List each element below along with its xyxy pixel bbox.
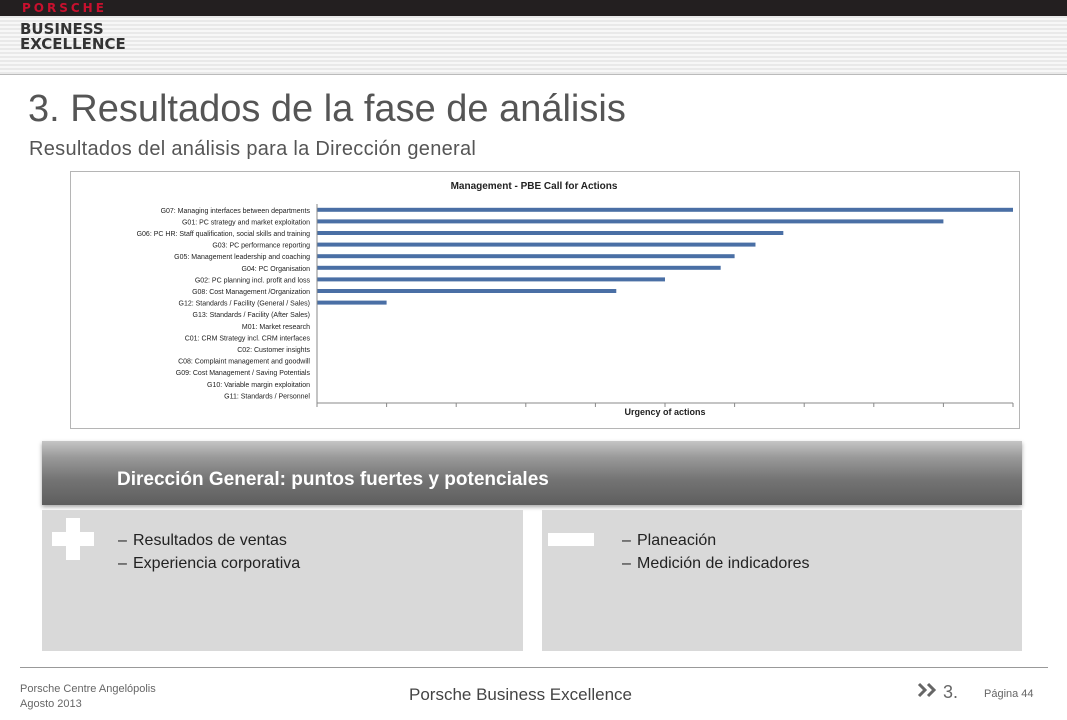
- category-label: C08: Complaint management and goodwill: [178, 358, 310, 366]
- dealer-name: Porsche Centre Angelópolis: [20, 683, 156, 695]
- page-subtitle: Resultados del análisis para la Dirección general: [29, 138, 477, 160]
- potentials-panel: [542, 510, 1022, 651]
- section-banner: [42, 441, 1022, 505]
- bar: [317, 289, 616, 293]
- category-label: G06: PC HR: Staff qualification, social skills and training: [136, 231, 310, 238]
- bar: [317, 301, 387, 305]
- bar: [317, 231, 783, 235]
- category-label: G03: PC performance reporting: [212, 242, 310, 250]
- x-axis-label: Urgency of actions: [624, 407, 706, 417]
- footer-program: Porsche Business Excellence: [409, 685, 633, 704]
- header-divider: [0, 74, 1067, 75]
- list-item: [118, 529, 300, 552]
- category-label: G01: PC strategy and market exploitation: [181, 219, 310, 227]
- strengths-list: [118, 529, 300, 575]
- category-label: G05: Management leadership and coaching: [174, 254, 310, 262]
- category-label: G10: Variable margin exploitation: [207, 381, 310, 389]
- chart-frame: [70, 171, 1020, 429]
- potential-text: Medición de indicadores: [637, 555, 810, 572]
- logo-line-2: EXCELLENCE: [20, 35, 126, 53]
- banner-title: Dirección General: puntos fuertes y potenciales: [117, 469, 549, 490]
- category-label: G04: PC Organisation: [241, 265, 310, 273]
- bullet-dash: –: [622, 532, 631, 549]
- list-item: [118, 552, 300, 575]
- bullet-dash: –: [118, 532, 127, 549]
- logo-line-1: BUSINESS: [20, 20, 104, 38]
- category-label: G13: Standards / Facility (After Sales): [192, 312, 310, 320]
- bar: [317, 254, 735, 258]
- bar: [317, 266, 721, 270]
- double-chevron-icon: [917, 682, 939, 698]
- category-label: M01: Market research: [241, 323, 310, 331]
- bar: [317, 277, 665, 281]
- page-title: 3. Resultados de la fase de análisis: [28, 88, 626, 130]
- chart-title: Management - PBE Call for Actions: [450, 181, 618, 192]
- list-item: [622, 552, 810, 575]
- section-number: 3.: [943, 682, 959, 702]
- footer-info: [20, 682, 156, 712]
- page-number: Página 44: [984, 688, 1034, 700]
- bullet-dash: –: [622, 555, 631, 572]
- strength-text: Experiencia corporativa: [133, 555, 301, 572]
- category-label: G12: Standards / Facility (General / Sales): [178, 300, 310, 308]
- list-item: [622, 529, 810, 552]
- footer-divider: [20, 667, 1048, 668]
- strengths-panel: [42, 510, 523, 651]
- minus-icon: [548, 533, 594, 546]
- business-excellence-logo: [20, 22, 126, 52]
- bar: [317, 219, 943, 223]
- category-label: G02: PC planning incl. profit and loss: [194, 277, 310, 285]
- bar: [317, 208, 1013, 212]
- potentials-list: [622, 529, 810, 575]
- strength-text: Resultados de ventas: [133, 532, 287, 549]
- category-label: G11: Standards / Personnel: [224, 393, 310, 401]
- top-bar: [0, 0, 1067, 16]
- category-label: G07: Managing interfaces between departments: [160, 207, 310, 215]
- porsche-logo: PORSCHE: [22, 1, 107, 15]
- plus-icon: [52, 518, 94, 560]
- potential-text: Planeación: [637, 532, 717, 549]
- footer-date: Agosto 2013: [20, 698, 82, 710]
- category-label: C01: CRM Strategy incl. CRM interfaces: [184, 335, 310, 343]
- category-label: G08: Cost Management /Organization: [192, 289, 310, 296]
- category-label: G09: Cost Management / Saving Potentials: [175, 370, 310, 378]
- header-band: [0, 16, 1067, 74]
- bullet-dash: –: [118, 555, 127, 572]
- bar-chart: [71, 172, 1019, 428]
- category-label: C02: Customer insights: [237, 347, 310, 354]
- bar: [317, 243, 755, 247]
